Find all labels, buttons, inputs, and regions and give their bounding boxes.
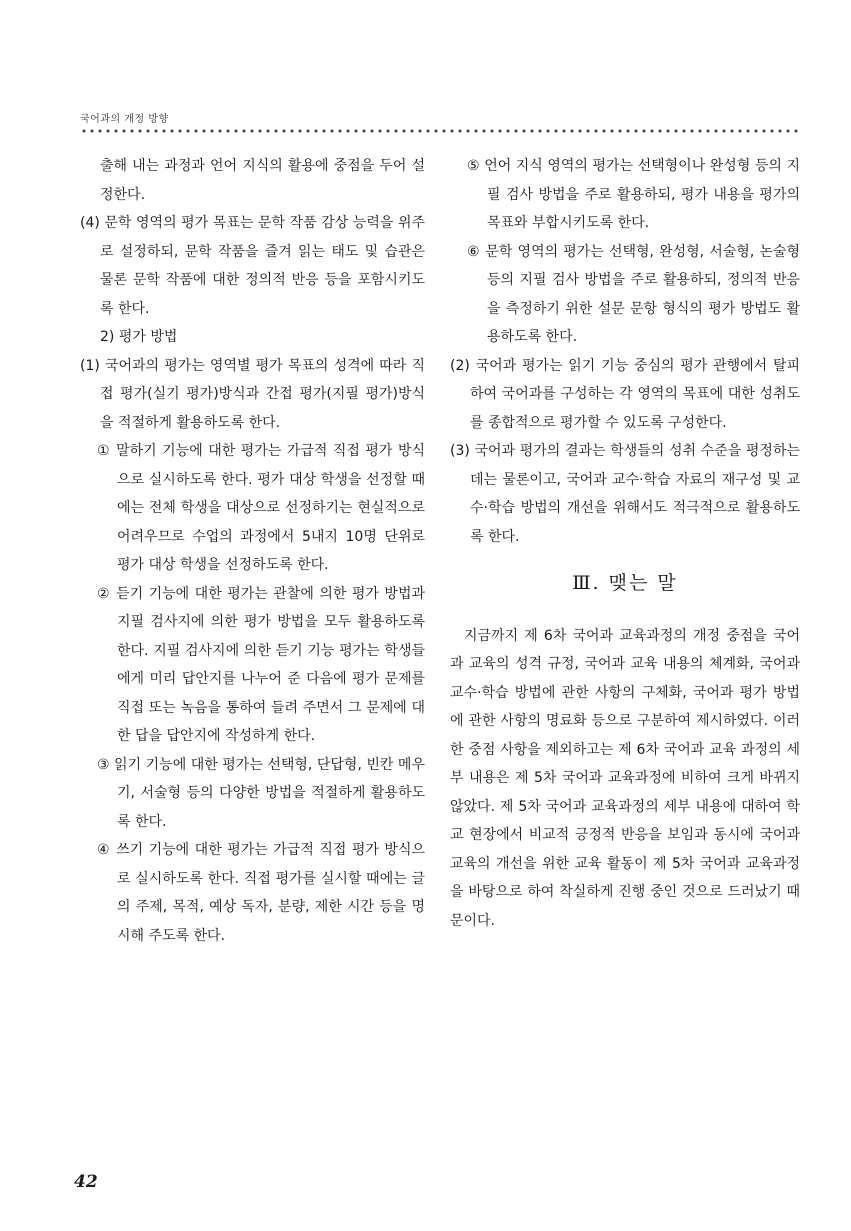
subitem-4-writing: ④ 쓰기 기능에 대한 평가는 가급적 직접 평가 방식으로 실시하도록 한다. 직접 평가를 실시할 때에는 글의 주제, 목적, 예상 독자, 분량, 제한 시간 등을 명시해 주도록 한다. [97, 842, 425, 944]
item-1-evaluation-method: (1) 국어과의 평가는 영역별 평가 목표의 성격에 따라 직접 평가(실기 평가)방식과 간접 평가(지필 평가)방식을 적절하게 활용하도록 한다. [80, 357, 425, 431]
left-column [80, 152, 425, 950]
item-4-literature-goal: (4) 문학 영역의 평가 목표는 문학 작품 감상 능력을 위주로 설정하되, 문학 작품을 즐겨 읽는 태도 및 습관은 물론 문학 작품에 대한 정의적 반응 등을 포함시키도록 한다. [80, 215, 425, 317]
right-column [450, 152, 800, 935]
page-number: 42 [74, 1172, 98, 1192]
section-title-conclusion: Ⅲ. 맺는 말 [572, 572, 678, 594]
dotted-header-rule [80, 127, 800, 135]
running-head-title: 국어과의 개정 방향 [80, 114, 169, 125]
subitem-2-listening: ② 듣기 기능에 대한 평가는 관찰에 의한 평가 방법과 지필 검사지에 의한 평가 방법을 모두 활용하도록 한다. 지필 검사지에 의한 듣기 기능 평가는 학생들에게 미리 답안지를 나누어 준 다음에 평가 문제를 직접 또는 녹음을 통하여 들려 주면서 그 문제에 대한 답을 답안지에 작성하게 한다. [97, 585, 425, 744]
subitem-5-language-knowledge: ⑤ 언어 지식 영역의 평가는 선택형이나 완성형 등의 지필 검사 방법을 주로 활용하되, 평가 내용을 평가의 목표와 부합시키도록 한다. [467, 158, 800, 231]
item-2-evaluation-practice: (2) 국어과 평가는 읽기 기능 중심의 평가 관행에서 탈피하여 국어과를 구성하는 각 영역의 목표에 대한 성취도를 종합적으로 평가할 수 있도록 구성한다. [450, 357, 800, 431]
conclusion-paragraph: 지금까지 제 6차 국어과 교육과정의 개정 중점을 국어과 교육의 성격 규정, 국어과 교육 내용의 체계화, 국어과 교수·학습 방법에 관한 사항의 구체화, 국어과 평가 방법에 관한 사항의 명료화 등으로 구분하여 제시하였다. 이러한 중점 사항을 제외하고는 제 6차 국어과 교육 과정의 세부 내용은 제 5차 국어과 교육과정에 비하여 크게 바뀌지 않았다. 제 5차 국어과 교육과정의 세부 내용에 대하여 학교 현장에서 비교적 긍정적 반응을 보임과 동시에 국어과 교육의 개선을 위한 교육 활동이 제 5차 국어과 교육과정을 바탕으로 하여 착실하게 진행 중인 것으로 드러났기 때문이다. [450, 627, 800, 929]
subitem-3-reading: ③ 읽기 기능에 대한 평가는 선택형, 단답형, 빈칸 메우기, 서술형 등의 다양한 방법을 적절하게 활용하도록 한다. [97, 756, 425, 830]
paragraph-continuation: 출해 내는 과정과 언어 지식의 활용에 중점을 두어 설정한다. [100, 158, 425, 203]
item-3-evaluation-results: (3) 국어과 평가의 결과는 학생들의 성취 수준을 평정하는 데는 물론이고, 국어과 교수·학습 자료의 재구성 및 교수·학습 방법의 개선을 위해서도 적극적으로 활용하도록 한다. [450, 443, 800, 545]
subitem-6-literature: ⑥ 문학 영역의 평가는 선택형, 완성형, 서술형, 논술형 등의 지필 검사 방법을 주로 활용하되, 정의적 반응을 측정하기 위한 설문 문항 형식의 평가 방법도 활용하도록 한다. [467, 243, 800, 345]
subitem-1-speaking: ① 말하기 기능에 대한 평가는 가급적 직접 평가 방식으로 실시하도록 한다. 평가 대상 학생을 선정할 때에는 전체 학생을 대상으로 선정하기는 현실적으로 어려우므로 수업의 과정에서 5내지 10명 단위로 평가 대상 학생을 선정하도록 한다. [97, 443, 425, 573]
subheading-evaluation-method: 2) 평가 방법 [100, 329, 178, 345]
